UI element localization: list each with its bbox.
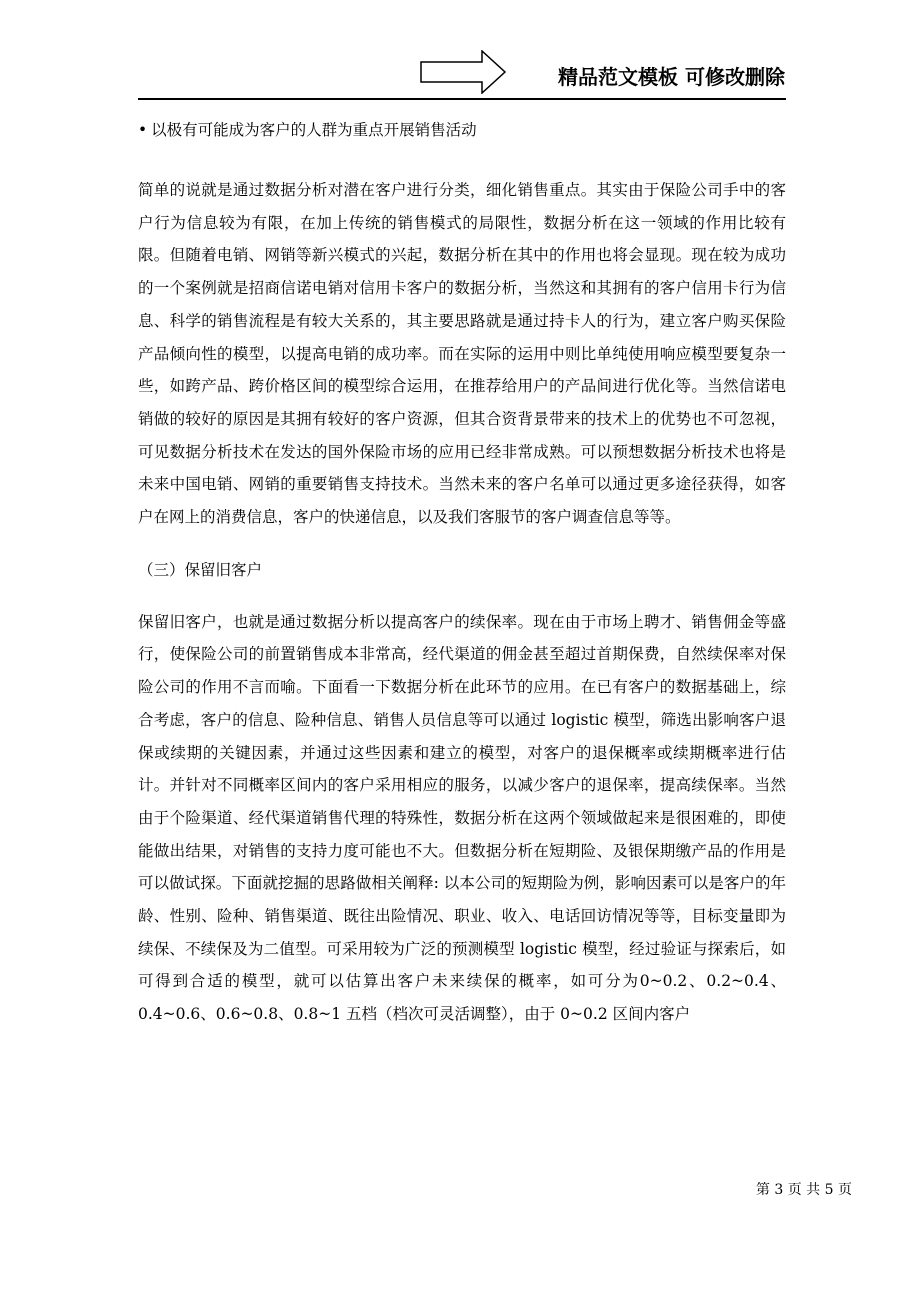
page-number: 第 3 页 共 5 页 [755, 1182, 852, 1198]
bullet-item [138, 116, 786, 144]
section-heading: （三）保留旧客户 [138, 560, 263, 579]
bullet-text: 以极有可能成为客户的人群为重点开展销售活动 [151, 121, 477, 139]
paragraph-potential-customers: 简单的说就是通过数据分析对潜在客户进行分类，细化销售重点。其实由于保险公司手中的客户行为信息较为有限，在加上传统的销售模式的局限性，数据分析在这一领域的作用比较有限。但随着电销、网销等新兴模式的兴起，数据分析在其中的作用也将会显现。现在较为成功的一个案例就是招商信诺电销对信用卡客户的数据分析，当然这和其拥有的客户信用卡行为信息、科学的销售流程是有较大关系的，其主要思路就是通过持卡人的行为，建立客户购买保险产品倾向性的模型，以提高电销的成功率。而在实际的运用中则比单纯使用响应模型要复杂一些，如跨产品、跨价格区间的模型综合运用，在推荐给用户的产品间进行优化等。当然信诺电销做的较好的原因是其拥有较好的客户资源，但其合资背景带来的技术上的优势也不可忽视，可见数据分析技术在发达的国外保险市场的应用已经非常成熟。可以预想数据分析技术也将是未来中国电销、网销的重要销售支持技术。当然未来的客户名单可以通过更多途径获得，如客户在网上的消费信息，客户的快递信息，以及我们客服节的客户调查信息等等。 [138, 181, 786, 527]
bullet-icon: • [138, 121, 148, 139]
arrow-right-icon [420, 50, 506, 94]
header-title: 精品范文模板 可修改删除 [558, 65, 785, 89]
document-body [138, 116, 786, 1031]
paragraph-retain-customers: 保留旧客户，也就是通过数据分析以提高客户的续保率。现在由于市场上聘才、销售佣金等盛行，使保险公司的前置销售成本非常高，经代渠道的佣金甚至超过首期保费，自然续保率对保险公司的作用不言而喻。下面看一下数据分析在此环节的应用。在已有客户的数据基础上，综合考虑，客户的信息、险种信息、销售人员信息等可以通过 logistic 模型，筛选出影响客户退保或续期的关键因素，并通过这些因素和建立的模型，对客户的退保概率或续期概率进行估计。并针对不同概率区间内的客户采用相应的服务，以减少客户的退保率，提高续保率。当然由于个险渠道、经代渠道销售代理的特殊性，数据分析在这两个领域做起来是很困难的，即使能做出结果，对销售的支持力度可能也不大。但数据分析在短期险、及银保期缴产品的作用是可以做试探。下面就挖掘的思路做相关阐释: 以本公司的短期险为例，影响因素可以是客户的年龄、性别、险种、销售渠道、既往出险情况、职业、收入、电话回访情况等等，目标变量即为续保、不续保及为二值型。可采用较为广泛的预测模型 logistic 模型，经过验证与探索后，如可得到合适的模型，就可以估算出客户未来续保的概率，如可分为0~0.2、0.2~0.4、0.4~0.6、0.6~0.8、0.8~1 五档（档次可灵活调整），由于 0~0.2 区间内客户 [138, 612, 786, 1024]
header-divider [138, 98, 786, 100]
